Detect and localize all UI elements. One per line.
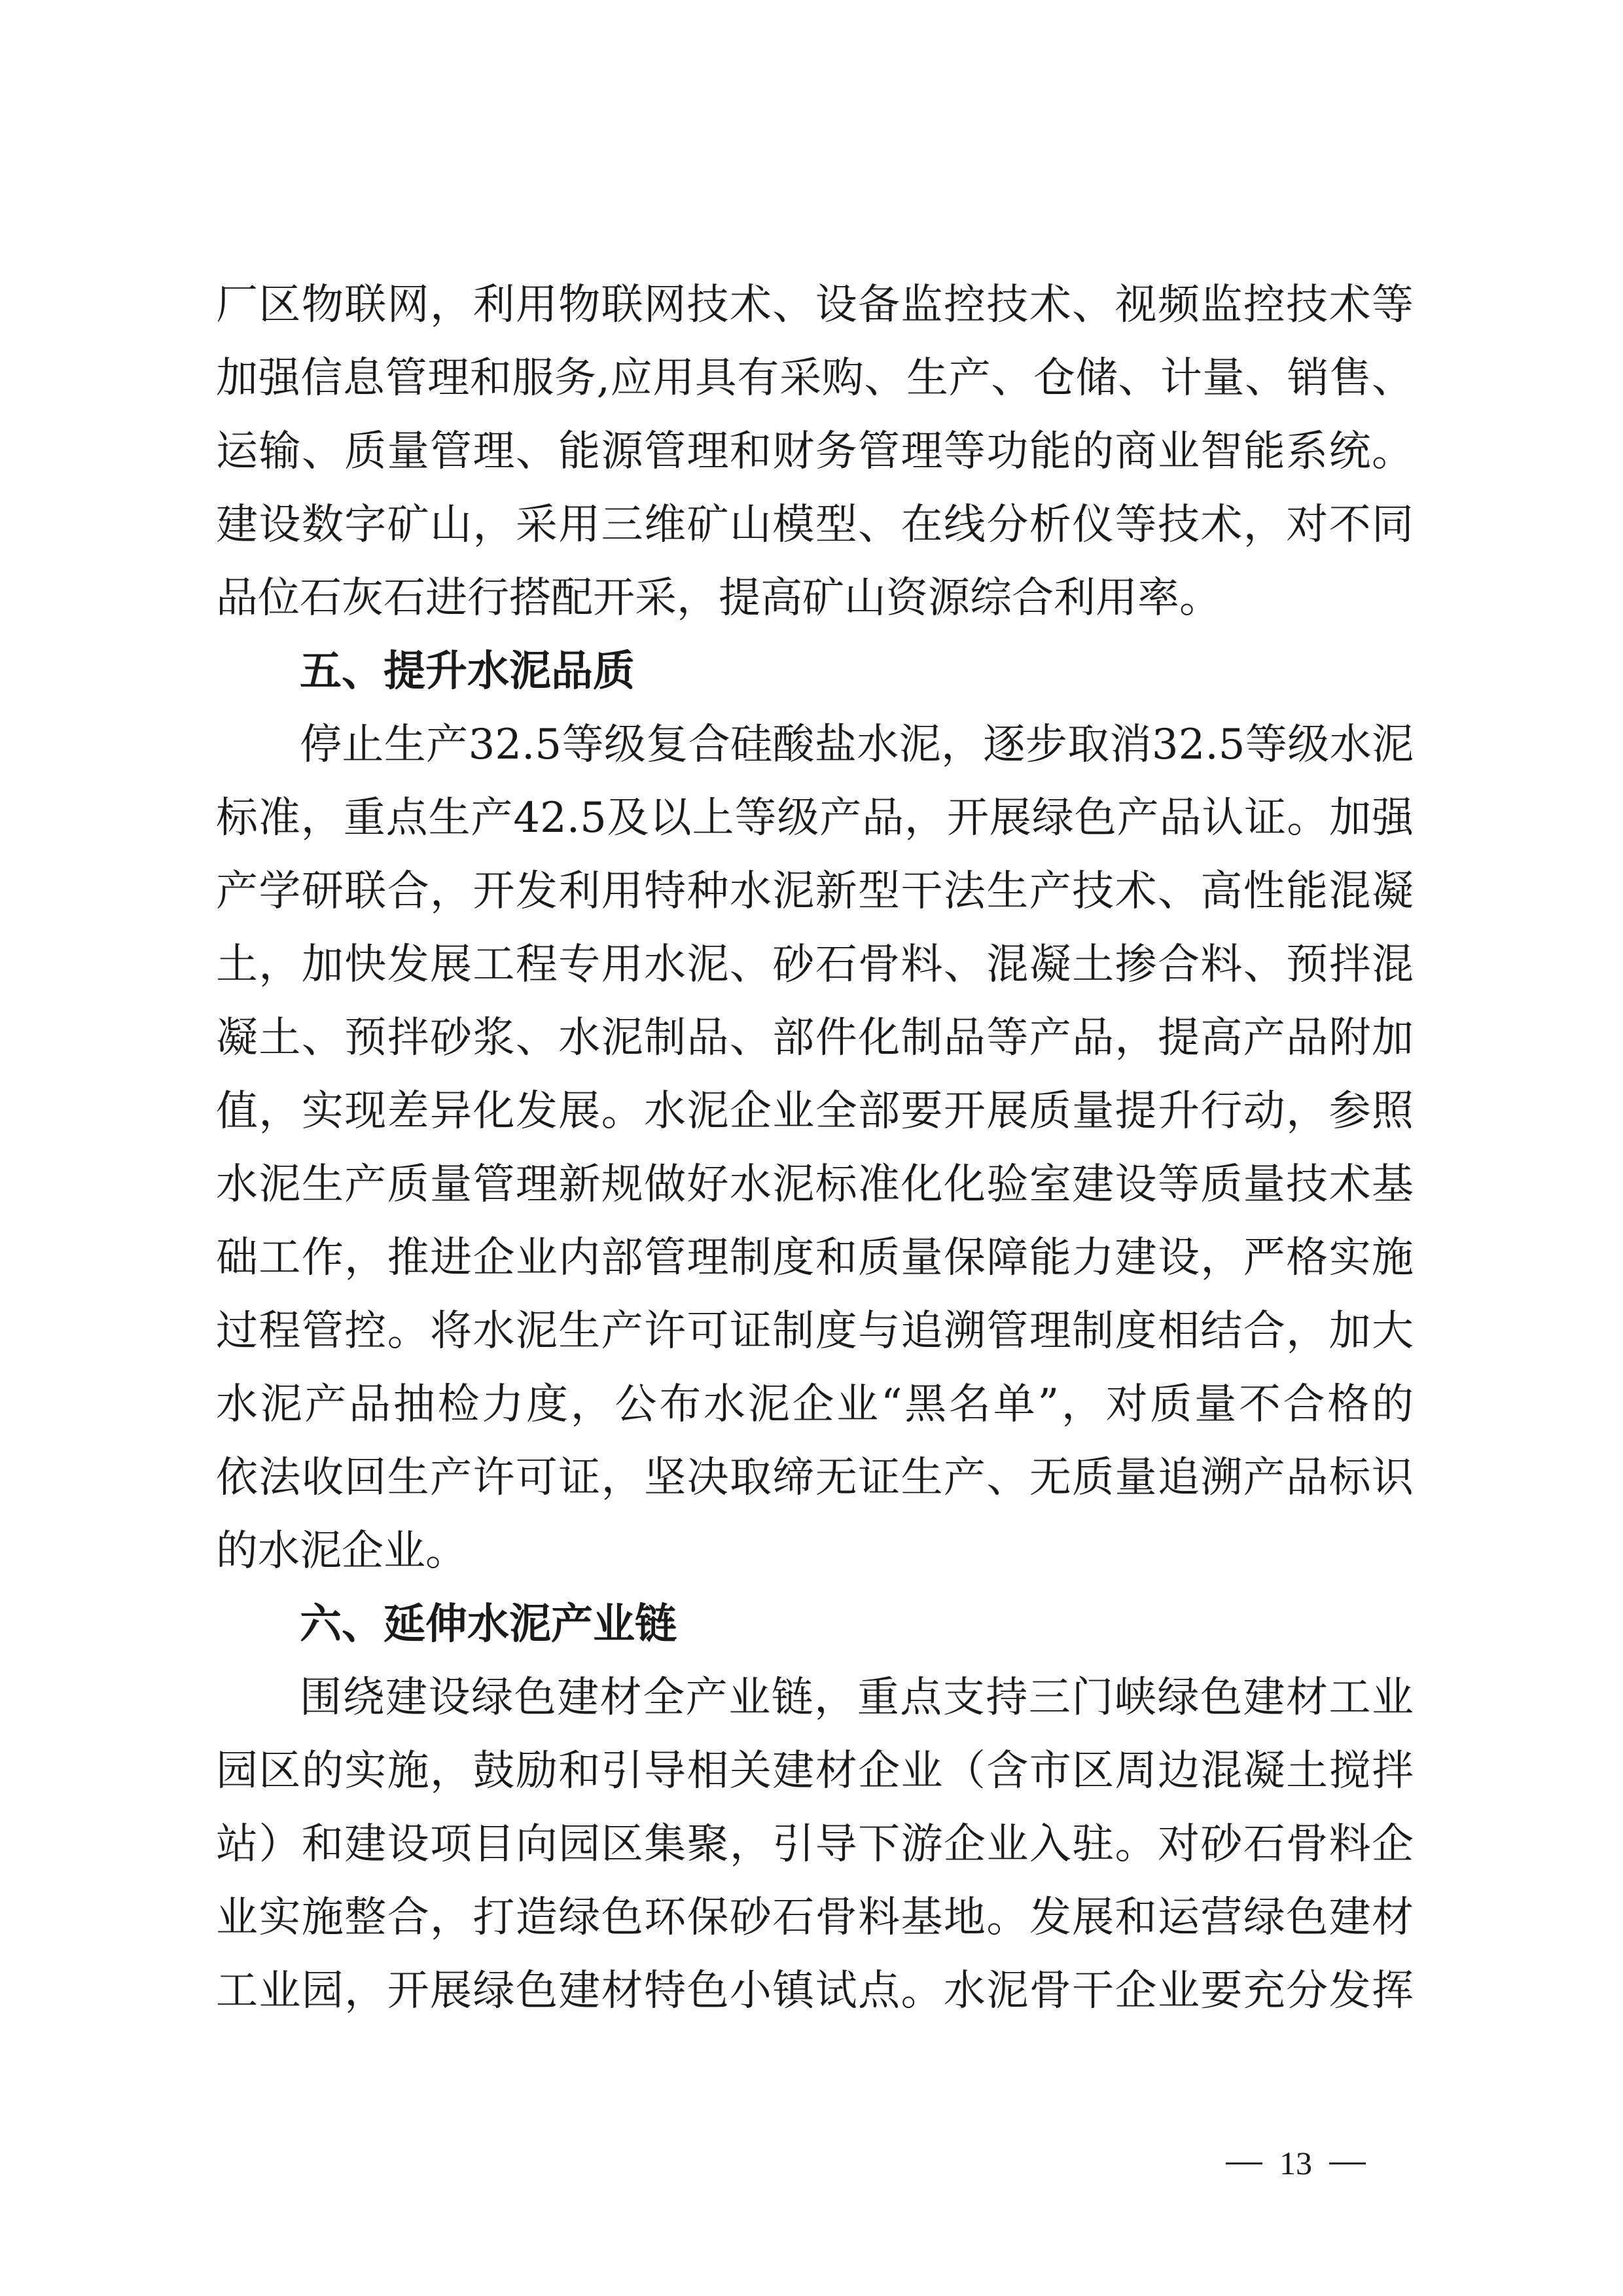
page-number [1204,2134,1387,2193]
text-line: 水泥产品抽检力度，公布水泥企业“黑名单”，对质量不合格的 [216,1380,1414,1429]
text-line: 站）和建设项目向园区集聚，引导下游企业入驻。对砂石骨料企 [216,1820,1414,1869]
page-number-dash-left [1226,2162,1262,2164]
text-line: 标准，重点生产42.5及以上等级产品，开展绿色产品认证。加强 [216,794,1414,842]
text-line: 停止生产32.5等级复合硅酸盐水泥，逐步取消32.5等级水泥 [300,721,1414,769]
section-heading-5: 五、提升水泥品质 [300,647,635,696]
text-line: 业实施整合，打造绿色环保砂石骨料基地。发展和运营绿色建材 [216,1893,1414,1942]
text-line: 产学研联合，开发利用特种水泥新型干法生产技术、高性能混凝 [216,867,1414,916]
paragraph-3 [216,1661,1414,2028]
text-line: 运输、质量管理、能源管理和财务管理等功能的商业智能系统。 [216,427,1414,476]
paragraph-2 [216,708,1414,1588]
page-number-dash-right [1329,2162,1366,2164]
text-line: 依法收回生产许可证，坚决取缔无证生产、无质量追溯产品标识 [216,1454,1414,1502]
paragraph-1 [216,268,1414,635]
text-line: 过程管控。将水泥生产许可证制度与追溯管理制度相结合，加大 [216,1307,1414,1355]
text-line: 厂区物联网，利用物联网技术、设备监控技术、视频监控技术等 [216,281,1414,329]
text-line: 的水泥企业。 [216,1527,467,1575]
text-line: 土，加快发展工程专用水泥、砂石骨料、混凝土掺合料、预拌混 [216,941,1414,989]
text-line: 础工作，推进企业内部管理制度和质量保障能力建设，严格实施 [216,1234,1414,1282]
text-line: 园区的实施，鼓励和引导相关建材企业（含市区周边混凝土搅拌 [216,1747,1414,1795]
text-line: 围绕建设绿色建材全产业链，重点支持三门峡绿色建材工业 [300,1674,1414,1722]
section-heading-6: 六、延伸水泥产业链 [300,1600,677,1649]
text-line: 建设数字矿山，采用三维矿山模型、在线分析仪等技术，对不同 [216,501,1414,549]
text-line: 加强信息管理和服务,应用具有采购、生产、仓储、计量、销售、 [216,354,1414,403]
text-line: 值，实现差异化发展。水泥企业全部要开展质量提升行动，参照 [216,1087,1414,1136]
text-line: 工业园，开展绿色建材特色小镇试点。水泥骨干企业要充分发挥 [216,1967,1414,2015]
text-line: 品位石灰石进行搭配开采，提高矿山资源综合利用率。 [216,574,1221,622]
document-body [216,268,1414,2028]
text-line: 水泥生产质量管理新规做好水泥标准化化验室建设等质量技术基 [216,1160,1414,1209]
page-number-value: 13 [1279,2145,1312,2181]
text-line: 凝土、预拌砂浆、水泥制品、部件化制品等产品，提高产品附加 [216,1014,1414,1062]
